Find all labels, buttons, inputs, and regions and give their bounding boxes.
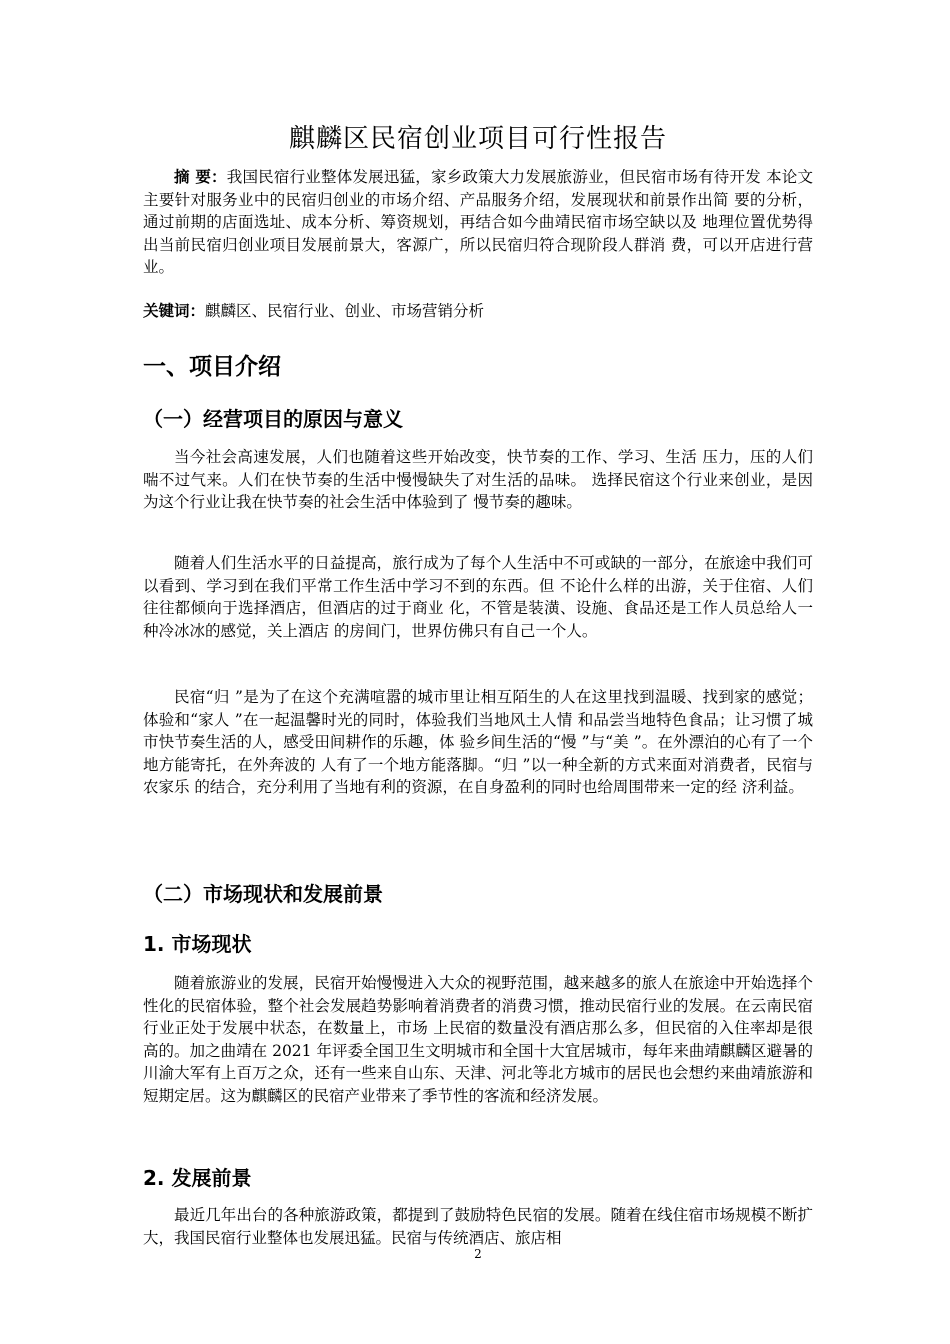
page-number: 2 <box>474 1247 482 1261</box>
abstract-paragraph <box>143 166 813 279</box>
paragraph-development-prospect: 最近几年出台的各种旅游政策，都提到了鼓励特色民宿的发展。随着在线住宿市场规模不断扩大，我国民宿行业整体也发展迅猛。民宿与传统酒店、旅店相 <box>143 1206 813 1247</box>
keywords-label: 关键词： <box>143 302 206 320</box>
section-heading-project-intro: 一、项目介绍 <box>143 354 281 380</box>
paragraph-market-status: 随着旅游业的发展，民宿开始慢慢进入大众的视野范围，越来越多的旅人在旅途中开始选择个性化的民宿体验，整个社会发展趋势影响着消费者的消费习惯，推动民宿行业的发展。在云南民宿行业正处于发展中状态，在数量上，市场 上民宿的数量没有酒店那么多，但民宿的入住率却是很高的。加之曲靖在 2021 年评委全国卫生文明城市和全国十大宜居城市，每年来曲靖麒麟区避暑的川渝大军有上百万之众，还有一些来自山东、天津、河北等北方城市的居民也会想约来曲靖旅游和短期定居。这为麒麟区的民宿产业带来了季节性的客流和经济发展。 <box>143 974 813 1105</box>
document-title: 麒麟区民宿创业项目可行性报告 <box>288 124 667 154</box>
abstract-label: 摘 要： <box>174 168 227 186</box>
item-heading-development-prospect: 2. 发展前景 <box>143 1166 252 1190</box>
subsection-heading-market: （二）市场现状和发展前景 <box>143 882 383 906</box>
abstract-text: 我国民宿行业整体发展迅猛，家乡政策大力发展旅游业，但民宿市场有待开发 本论文主要针对服务业中的民宿归创业的市场介绍、产品服务介绍，发展现状和前景作出简 要的分析，通过前期的店面选址、成本分析、筹资规划，再结合如今曲靖民宿市场空缺以及 地理位置优势得出当前民宿归创业项目发展前景大，客源广，所以民宿归符合现阶段人群消 费，可以开店进行营业。 <box>143 168 813 277</box>
paragraph-reasons-2: 随着人们生活水平的日益提高，旅行成为了每个人生活中不可或缺的一部分，在旅途中我们可以看到、学习到在我们平常工作生活中学习不到的东西。但 不论什么样的出游，关于住宿、人们往往都倾向于选择酒店，但酒店的过于商业 化，不管是装潢、设施、食品还是工作人员总给人一种冷冰冰的感觉，关上酒店 的房间门，世界仿佛只有自己一个人。 <box>143 554 813 640</box>
keywords-paragraph <box>143 300 813 323</box>
item-heading-market-status: 1. 市场现状 <box>143 932 252 956</box>
keywords-text: 麒麟区、民宿行业、创业、市场营销分析 <box>205 302 485 320</box>
document-page <box>143 0 813 1344</box>
paragraph-reasons-3: 民宿“归 ”是为了在这个充满喧嚣的城市里让相互陌生的人在这里找到温暖、找到家的感觉；体验和“家人 ”在一起温馨时光的同时，体验我们当地风土人情 和品尝当地特色食品；让习惯了城市快节奏生活的人，感受田间耕作的乐趣，体 验乡间生活的“慢 ”与“美 ”。在外漂泊的心有了一个地方能寄托，在外奔波的 人有了一个地方能落脚。“归 ”以一种全新的方式来面对消费者，民宿与农家乐 的结合，充分利用了当地有利的资源，在自身盈利的同时也给周围带来一定的经 济利益。 <box>143 688 813 797</box>
subsection-heading-reasons: （一）经营项目的原因与意义 <box>143 407 403 431</box>
paragraph-reasons-1: 当今社会高速发展，人们也随着这些开始改变，快节奏的工作、学习、生活 压力，压的人们喘不过气来。人们在快节奏的生活中慢慢缺失了对生活的品味。 选择民宿这个行业来创业，是因为这个行业让我在快节奏的社会生活中体验到了 慢节奏的趣味。 <box>143 448 813 512</box>
